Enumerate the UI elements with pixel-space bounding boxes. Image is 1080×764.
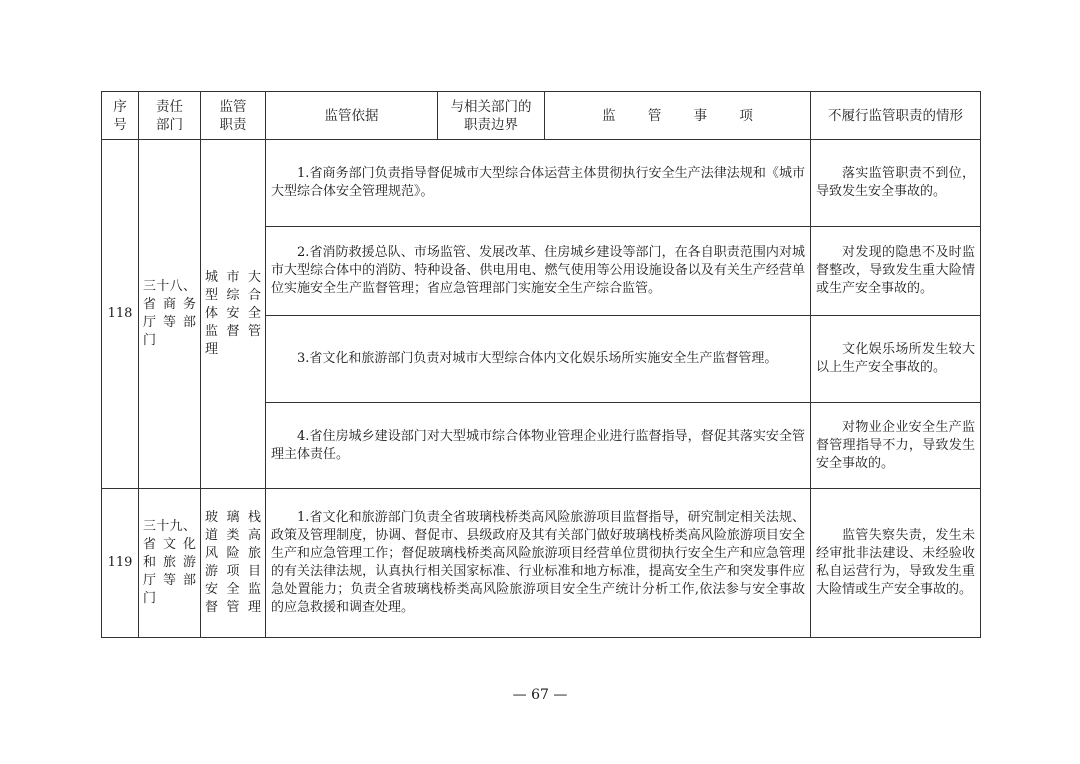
regulatory-matter-text: 4.省住房城乡建设部门对大型城市综合体物业管理企业进行监督指导，督促其落实安全管理主体责任。: [266, 403, 811, 489]
row-regulatory-duty: 玻璃栈 道类高 风险旅 游项目 安全监 督管理: [201, 489, 266, 638]
failure-case-text: 落实监管职责不到位，导致发生安全事故的。: [811, 140, 981, 227]
failure-case-text: 对发现的隐患不及时监督整改，导致发生重大险情或生产安全事故的。: [811, 227, 981, 316]
regulatory-matter-text: 1.省文化和旅游部门负责全省玻璃栈桥类高风险旅游项目监督指导，研究制定相关法规、政策及管理制度，协调、督促市、县级政府及其有关部门做好玻璃栈桥类高风险旅游项目安全生产和应急管理工作；督促玻璃栈桥类高风险旅游项目经营单位贯彻执行安全生产和应急管理的有关法律法规，认真执行相关国家标准、行业标准和地方标准，提高安全生产和突发事件应急处置能力；负责全省玻璃栈桥类高风险旅游项目安全生产统计分析工作,依法参与安全事故的应急救援和调查处理。: [266, 489, 811, 638]
row-serial-number: 118: [102, 140, 139, 489]
row-responsible-dept: 三十八、 省商务 厅等部 门: [139, 140, 201, 489]
header-regulatory-matters: 监 管 事 项: [545, 92, 811, 140]
regulatory-matter-text: 2.省消防救援总队、市场监管、发展改革、住房城乡建设等部门，在各自职责范围内对城市大型综合体中的消防、特种设备、供电用电、燃气使用等公用设施设备以及有关生产经营单位实施安全生产监督管理；省应急管理部门实施安全生产综合监管。: [266, 227, 811, 316]
table-header-row: [102, 92, 981, 140]
header-failure-cases: 不履行监管职责的情形: [811, 92, 981, 140]
failure-case-text: 监管失察失责，发生未经审批非法建设、未经验收私自运营行为，导致发生重大险情或生产安全事故的。: [811, 489, 981, 638]
regulatory-matter-text: 3.省文化和旅游部门负责对城市大型综合体内文化娱乐场所实施安全生产监督管理。: [266, 316, 811, 403]
failure-case-text: 对物业企业安全生产监督管理指导不力，导致发生安全事故的。: [811, 403, 981, 489]
table-row: [102, 140, 981, 227]
header-responsibility-boundary: 与相关部门的 职责边界: [438, 92, 545, 140]
header-responsible-dept: 责任 部门: [139, 92, 201, 140]
regulatory-matter-text: 1.省商务部门负责指导督促城市大型综合体运营主体贯彻执行安全生产法律法规和《城市大型综合体安全管理规范》。: [266, 140, 811, 227]
failure-case-text: 文化娱乐场所发生较大以上生产安全事故的。: [811, 316, 981, 403]
regulatory-duty-table: [101, 91, 981, 638]
row-regulatory-duty: 城市大 型综合 体安全 监督管 理: [201, 140, 266, 489]
row-responsible-dept: 三十九、 省文化 和旅游 厅等部 门: [139, 489, 201, 638]
row-serial-number: 119: [102, 489, 139, 638]
header-serial-number: 序 号: [102, 92, 139, 140]
header-regulatory-duty: 监管 职责: [201, 92, 266, 140]
table-row: [102, 489, 981, 638]
page-number: — 67 —: [512, 687, 568, 703]
header-regulatory-basis: 监管依据: [266, 92, 438, 140]
